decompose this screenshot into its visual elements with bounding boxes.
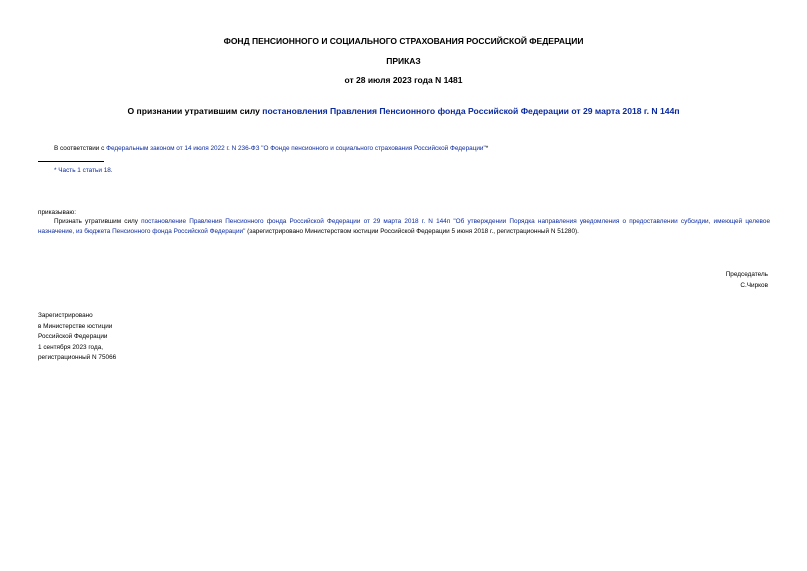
registration-line: в Министерстве юстиции — [38, 322, 113, 330]
title-prefix: О признании утратившим силу — [127, 106, 263, 116]
registration-line: Российской Федерации — [38, 333, 108, 341]
registration-line: Зарегистрировано — [38, 312, 93, 319]
registration-line: 1 сентября 2023 года, — [38, 343, 104, 351]
registration-block — [38, 311, 116, 364]
registration-line: регистрационный N 75066 — [38, 354, 117, 362]
signatory-position: Председатель — [725, 271, 768, 278]
document-type: ПРИКАЗ — [386, 56, 421, 66]
order-lead: приказываю: — [38, 209, 76, 216]
title-link[interactable]: постановления Правления Пенсионного фонда Российской Федерации от 29 марта 2018 г. N 144п — [262, 106, 680, 116]
order-paragraph — [38, 217, 770, 236]
organization-name: ФОНД ПЕНСИОННОГО И СОЦИАЛЬНОГО СТРАХОВАНИЯ РОССИЙСКОЙ ФЕДЕРАЦИИ — [223, 36, 584, 46]
order-suffix: (зарегистрировано Министерством юстиции Российской Федерации 5 июня 2018 г., регистрационный N 51280). — [245, 227, 579, 235]
federal-law-link[interactable]: Федеральным законом от 14 июля 2022 г. N 236-ФЗ "О Фонде пенсионного и социального страхования Российской Федерации" — [106, 145, 486, 152]
document-title — [0, 106, 807, 116]
resolution-link[interactable]: постановление Правления Пенсионного фонда Российской Федерации от 29 марта 2018 г. N 144п "Об утверждении Порядка направления уведомления о предоставлении субсидии, имеющей целевое назначение, из бюджета Пенсионного фонда Российской Федерации" — [38, 218, 770, 235]
footnote-link[interactable]: * Часть 1 статьи 18. — [54, 167, 113, 174]
preamble-prefix: В соответствии с — [54, 145, 107, 152]
footnote-marker: * — [485, 145, 489, 152]
signatory-name: С.Чирков — [740, 282, 768, 289]
order-prefix: Признать утратившим силу — [54, 218, 142, 225]
document-date-number: от 28 июля 2023 года N 1481 — [344, 75, 463, 85]
footnote-divider — [38, 161, 104, 162]
preamble-paragraph — [54, 144, 488, 154]
